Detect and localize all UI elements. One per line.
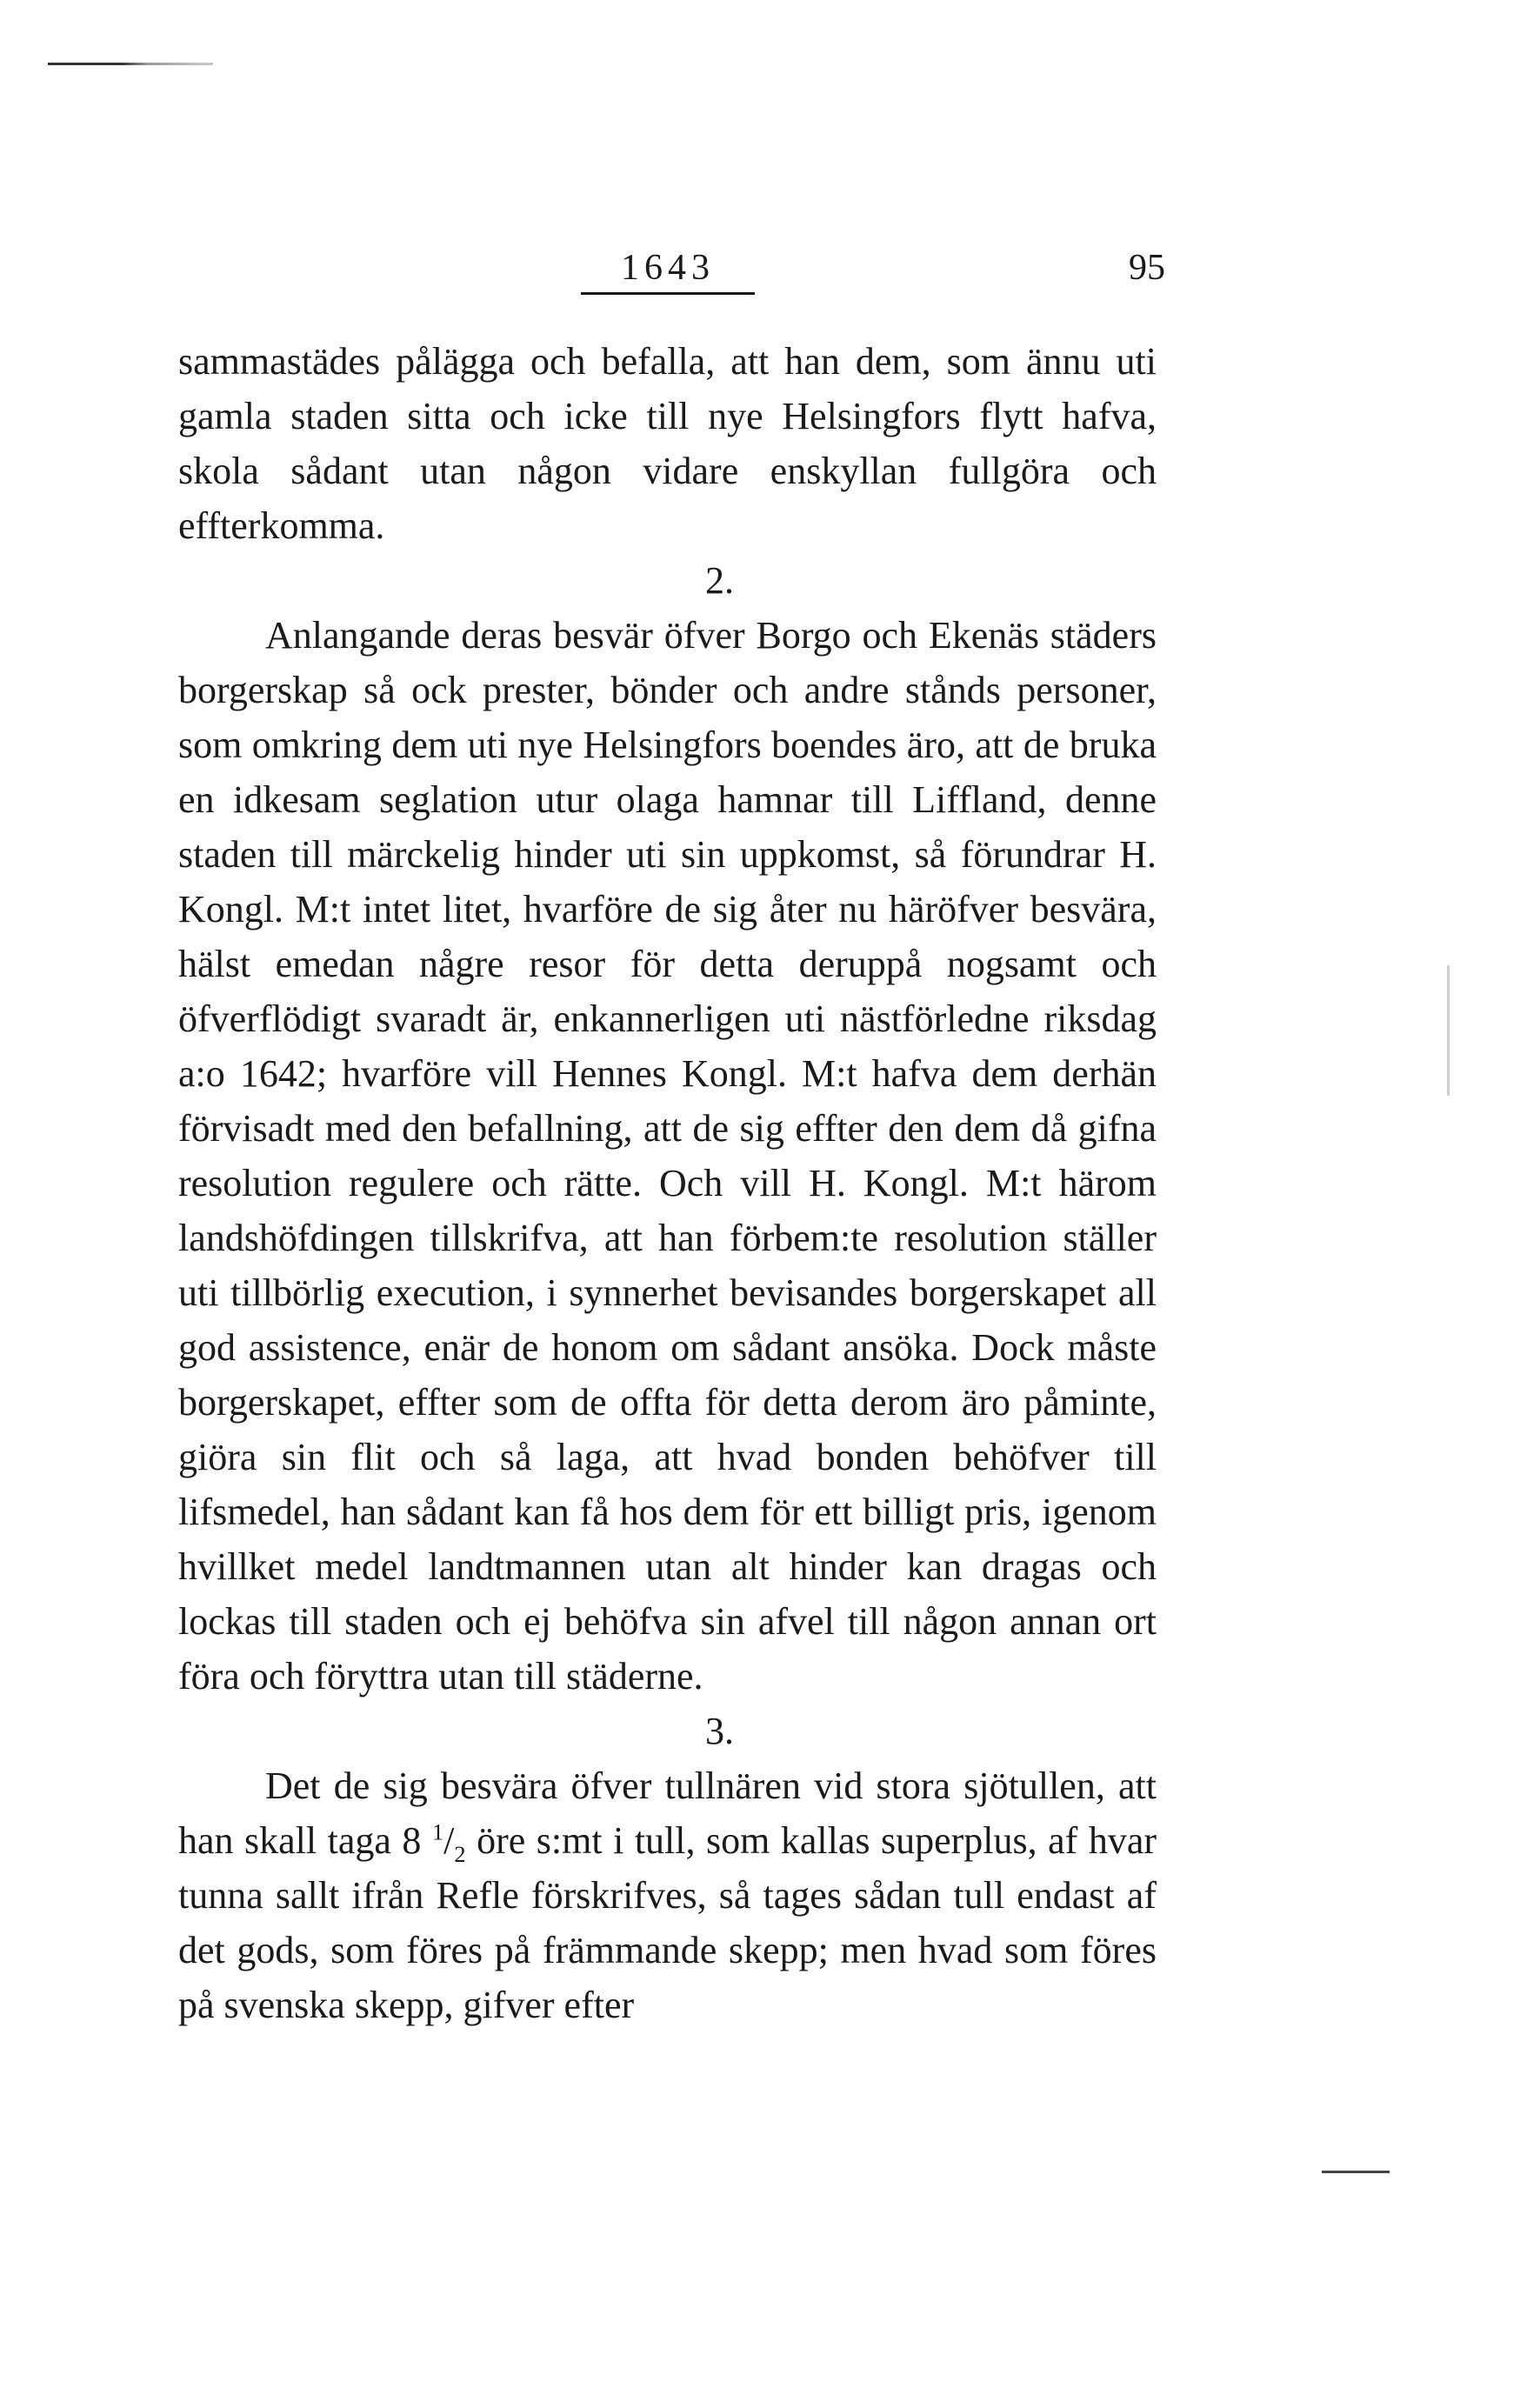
section-number-2: 2. [705, 559, 734, 602]
scan-artifact-top [48, 63, 213, 65]
section-number-3: 3. [705, 1710, 734, 1752]
page-number: 95 [1129, 248, 1165, 288]
paragraph-3-part-1: Det de sig besvära öfver tullnären vid stora sjötullen, att han skall taga 8 [178, 1764, 1157, 1862]
fraction-slash: / [443, 1819, 455, 1862]
running-head-year: 1643 [581, 243, 755, 295]
scan-artifact-bottom [1322, 2171, 1390, 2173]
page-header [0, 243, 1540, 313]
paragraph-3 [178, 1758, 1157, 2032]
paragraph-2: Anlangande deras besvär öfver Borgo och Ekenäs städers borgerskap så ock prester, bönder och andre stånds personer, som omkring dem uti nye Helsingfors boendes äro, att de bruka en idkesam seglation utur olaga hamnar till Liffland, denne staden till märckelig hinder uti sin uppkomst, så förundrar H. Kongl. M:t intet litet, hvarföre de sig åter nu häröfver besvära, hälst emedan någre resor för detta deruppå nogsamt och öfverflödigt svaradt är, enkannerligen uti nästförledne riksdag a:o 1642; hvarföre vill Hennes Kongl. M:t hafva dem derhän förvisadt med den befallning, att de sig effter den dem då gifna resolution regulere och rätte. Och vill H. Kongl. M:t härom landshöfdingen tillskrifva, att han förbem:te resolution ställer uti tillbörlig execution, i synnerhet bevisandes borgerskapet all god assistence, enär de honom om sådant ansöka. Dock måste borgerskapet, effter som de offta för detta derom äro påminte, giöra sin flit och så laga, att hvad bonden behöfver till lifsmedel, han sådant kan få hos dem för ett billigt pris, igenom hvillket medel landtmannen utan alt hinder kan dragas och lockas till staden och ej behöfva sin afvel till någon annan ort föra och föryttra utan till städerne. [178, 614, 1157, 1698]
paragraph-1: sammastädes pålägga och befalla, att han dem, som ännu uti gamla staden sitta och icke till nye Helsingfors flytt hafva, skola sådant utan någon vidare enskyllan fullgöra och effterkomma. [178, 340, 1157, 547]
scan-artifact-right [1447, 965, 1450, 1096]
fraction-numerator: 1 [431, 1818, 444, 1845]
fraction-denominator: 2 [454, 1840, 466, 1867]
page-body [178, 334, 1157, 2032]
paragraph-3-part-2: öre s:mt i tull, som kallas superplus, af hvar tunna sallt ifrån Refle förskrifves, så tages sådan tull endast af det gods, som föres på främmande skepp; men hvad som föres på svenska skepp, gifver efter [178, 1819, 1157, 2026]
